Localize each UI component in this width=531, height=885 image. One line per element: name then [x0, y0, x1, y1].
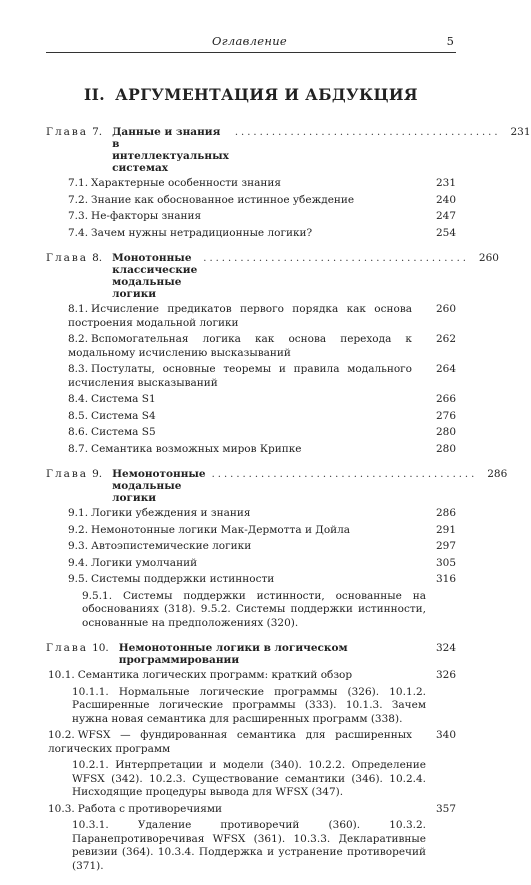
- section-number: 10.2.: [48, 729, 75, 741]
- section-page: 297: [435, 540, 456, 552]
- section-title: Системы поддержки истинности: [91, 573, 275, 585]
- section-number: 7.2.: [68, 193, 89, 206]
- part-title: [46, 85, 456, 104]
- section-number: 10.3.: [48, 802, 75, 815]
- dot-leader: ...........................................: [203, 253, 469, 264]
- section-title: Семантика логических программ: краткий обзор: [77, 669, 353, 681]
- section-page: 264: [435, 363, 456, 375]
- chapter-page: 324: [435, 642, 456, 654]
- chapter-8: [46, 252, 499, 456]
- subsection-list: 10.2.1. Интерпретации и модели (340). 10.2.2. Определение WFSX (342). 10.2.3. Существование семантики (346). 10.2.4. Нисходящие процедуры вывода для WFSX (347).: [72, 759, 426, 798]
- chapter-9: [46, 468, 508, 630]
- section-title: Система S5: [91, 426, 156, 438]
- chapter-word: Глава: [46, 642, 89, 654]
- section-number: 9.5.: [68, 573, 89, 585]
- toc-entry[interactable]: [46, 177, 456, 191]
- section-number: 8.7.: [68, 442, 89, 455]
- chapter-heading[interactable]: [46, 468, 508, 504]
- toc-entry[interactable]: [46, 194, 456, 208]
- subsection-list: 9.5.1. Системы поддержки истинности, основанные на обоснованиях (318). 9.5.2. Системы поддержки истинности, основанные на предположениях (320).: [82, 589, 426, 629]
- section-title: Логики убеждения и знания: [91, 507, 251, 519]
- chapter-page: 286: [487, 468, 508, 480]
- toc-entry[interactable]: [46, 303, 456, 330]
- section-page: 240: [435, 193, 456, 206]
- section-number: 8.3.: [68, 363, 89, 375]
- section-page: 231: [435, 177, 456, 189]
- toc-entry[interactable]: [46, 443, 456, 457]
- section-number: 7.3.: [68, 210, 89, 222]
- section-number: 9.2.: [68, 523, 89, 536]
- chapter-7: [46, 126, 531, 240]
- chapter-10: [46, 642, 456, 873]
- dot-leader: ...........................................: [234, 127, 501, 138]
- section-number: 8.5.: [68, 409, 89, 422]
- chapter-number: 7.: [92, 126, 103, 138]
- section-title: Постулаты, основные теоремы и правила модального исчисления высказываний: [68, 363, 412, 389]
- section-number: 9.3.: [68, 540, 89, 552]
- chapter-heading[interactable]: [46, 642, 456, 666]
- section-title: Зачем нужны нетрадиционные логики?: [91, 226, 313, 239]
- chapter-number: 8.: [92, 252, 103, 264]
- page-number: 5: [446, 34, 454, 48]
- section-page: 286: [435, 507, 456, 519]
- subsection-list: 10.1.1. Нормальные логические программы (326). 10.1.2. Расширенные логические программы (333). 10.1.3. Зачем нужна новая семантика для расширенных программ (338).: [72, 685, 426, 725]
- section-title: Автоэпистемические логики: [91, 540, 252, 552]
- chapter-page: 260: [478, 252, 499, 264]
- running-head-title: Оглавление: [212, 34, 288, 48]
- chapter-title: Немонотонные модальные логики: [112, 468, 206, 504]
- section-page: 254: [435, 226, 456, 239]
- toc-entry[interactable]: [46, 507, 456, 521]
- toc-entry[interactable]: [46, 803, 456, 817]
- section-title: Вспомогательная логика как основа перехода к модальному исчислению высказываний: [68, 333, 412, 359]
- section-page: 262: [435, 333, 456, 345]
- section-page: 340: [435, 729, 456, 741]
- section-number: 10.1.: [48, 669, 75, 681]
- section-number: 9.4.: [68, 556, 89, 569]
- section-number: 7.4.: [68, 226, 89, 239]
- section-number: 8.1.: [68, 303, 89, 315]
- dot-leader: ...........................................: [211, 469, 478, 480]
- chapter-page: 231: [510, 126, 531, 138]
- section-page: 260: [435, 303, 456, 315]
- section-title: WFSX — фундированная семантика для расширенных логических программ: [48, 729, 412, 755]
- toc-entry[interactable]: [46, 524, 456, 538]
- section-page: 266: [435, 393, 456, 405]
- section-title: Логики умолчаний: [91, 556, 198, 569]
- toc-entry[interactable]: [46, 363, 456, 390]
- section-title: Система S4: [91, 409, 156, 422]
- section-title: Немонотонные логики Мак-Дермотта и Дойла: [91, 523, 351, 536]
- chapter-number: 10.: [92, 642, 109, 654]
- section-page: 326: [435, 669, 456, 681]
- section-title: Семантика возможных миров Крипке: [91, 442, 302, 455]
- chapter-word: Глава: [46, 468, 89, 480]
- chapter-heading[interactable]: [46, 126, 531, 174]
- section-page: 291: [435, 523, 456, 536]
- toc-entry[interactable]: [46, 410, 456, 424]
- toc-entry[interactable]: [46, 210, 456, 224]
- chapter-title: Данные и знания в интеллектуальных системах: [112, 126, 229, 174]
- toc-entry[interactable]: [46, 540, 456, 554]
- toc-entry[interactable]: [46, 227, 456, 241]
- section-number: 9.1.: [68, 507, 89, 519]
- chapter-title: Немонотонные логики в логическом программировании: [118, 642, 348, 666]
- chapter-title: Монотонные классические модальные логики: [112, 252, 198, 300]
- running-head: [46, 34, 456, 53]
- toc-page: [46, 34, 531, 885]
- section-page: 316: [435, 573, 456, 585]
- chapter-number: 9.: [92, 468, 103, 480]
- chapter-heading[interactable]: [46, 252, 499, 300]
- section-number: 8.2.: [68, 333, 89, 345]
- section-number: 8.4.: [68, 393, 89, 405]
- section-number: 7.1.: [68, 177, 89, 189]
- section-title: Знание как обоснованное истинное убеждение: [91, 193, 355, 206]
- section-title: Работа с противоречиями: [77, 802, 223, 815]
- chapter-word: Глава: [46, 126, 89, 138]
- toc-entry[interactable]: [46, 333, 456, 360]
- part-number: II.: [84, 85, 106, 104]
- section-title: Характерные особенности знания: [91, 177, 281, 189]
- section-page: 247: [435, 210, 456, 222]
- toc-entry[interactable]: [46, 729, 456, 756]
- section-number: 8.6.: [68, 426, 89, 438]
- toc-entry[interactable]: [46, 393, 456, 407]
- section-page: 305: [435, 556, 456, 569]
- subsection-list: 10.3.1. Удаление противоречий (360). 10.3.2. Паранепротиворечивая WFSX (361). 10.3.3. Декларативные ревизии (364). 10.3.4. Поддержка и устранение противоречий (371).: [72, 819, 426, 872]
- part-name: АРГУМЕНТАЦИЯ И АБДУКЦИЯ: [115, 85, 418, 104]
- toc-entry[interactable]: [46, 573, 456, 587]
- section-page: 276: [435, 409, 456, 422]
- section-title: Не-факторы знания: [91, 210, 202, 222]
- toc-entry[interactable]: [46, 669, 456, 683]
- section-title: Система S1: [91, 393, 156, 405]
- section-title: Исчисление предикатов первого порядка как основа построения модальной логики: [68, 303, 412, 329]
- section-page: 280: [435, 426, 456, 438]
- section-page: 280: [435, 442, 456, 455]
- toc-entry[interactable]: [46, 557, 456, 571]
- section-page: 357: [435, 802, 456, 815]
- toc-entry[interactable]: [46, 426, 456, 440]
- chapter-word: Глава: [46, 252, 89, 264]
